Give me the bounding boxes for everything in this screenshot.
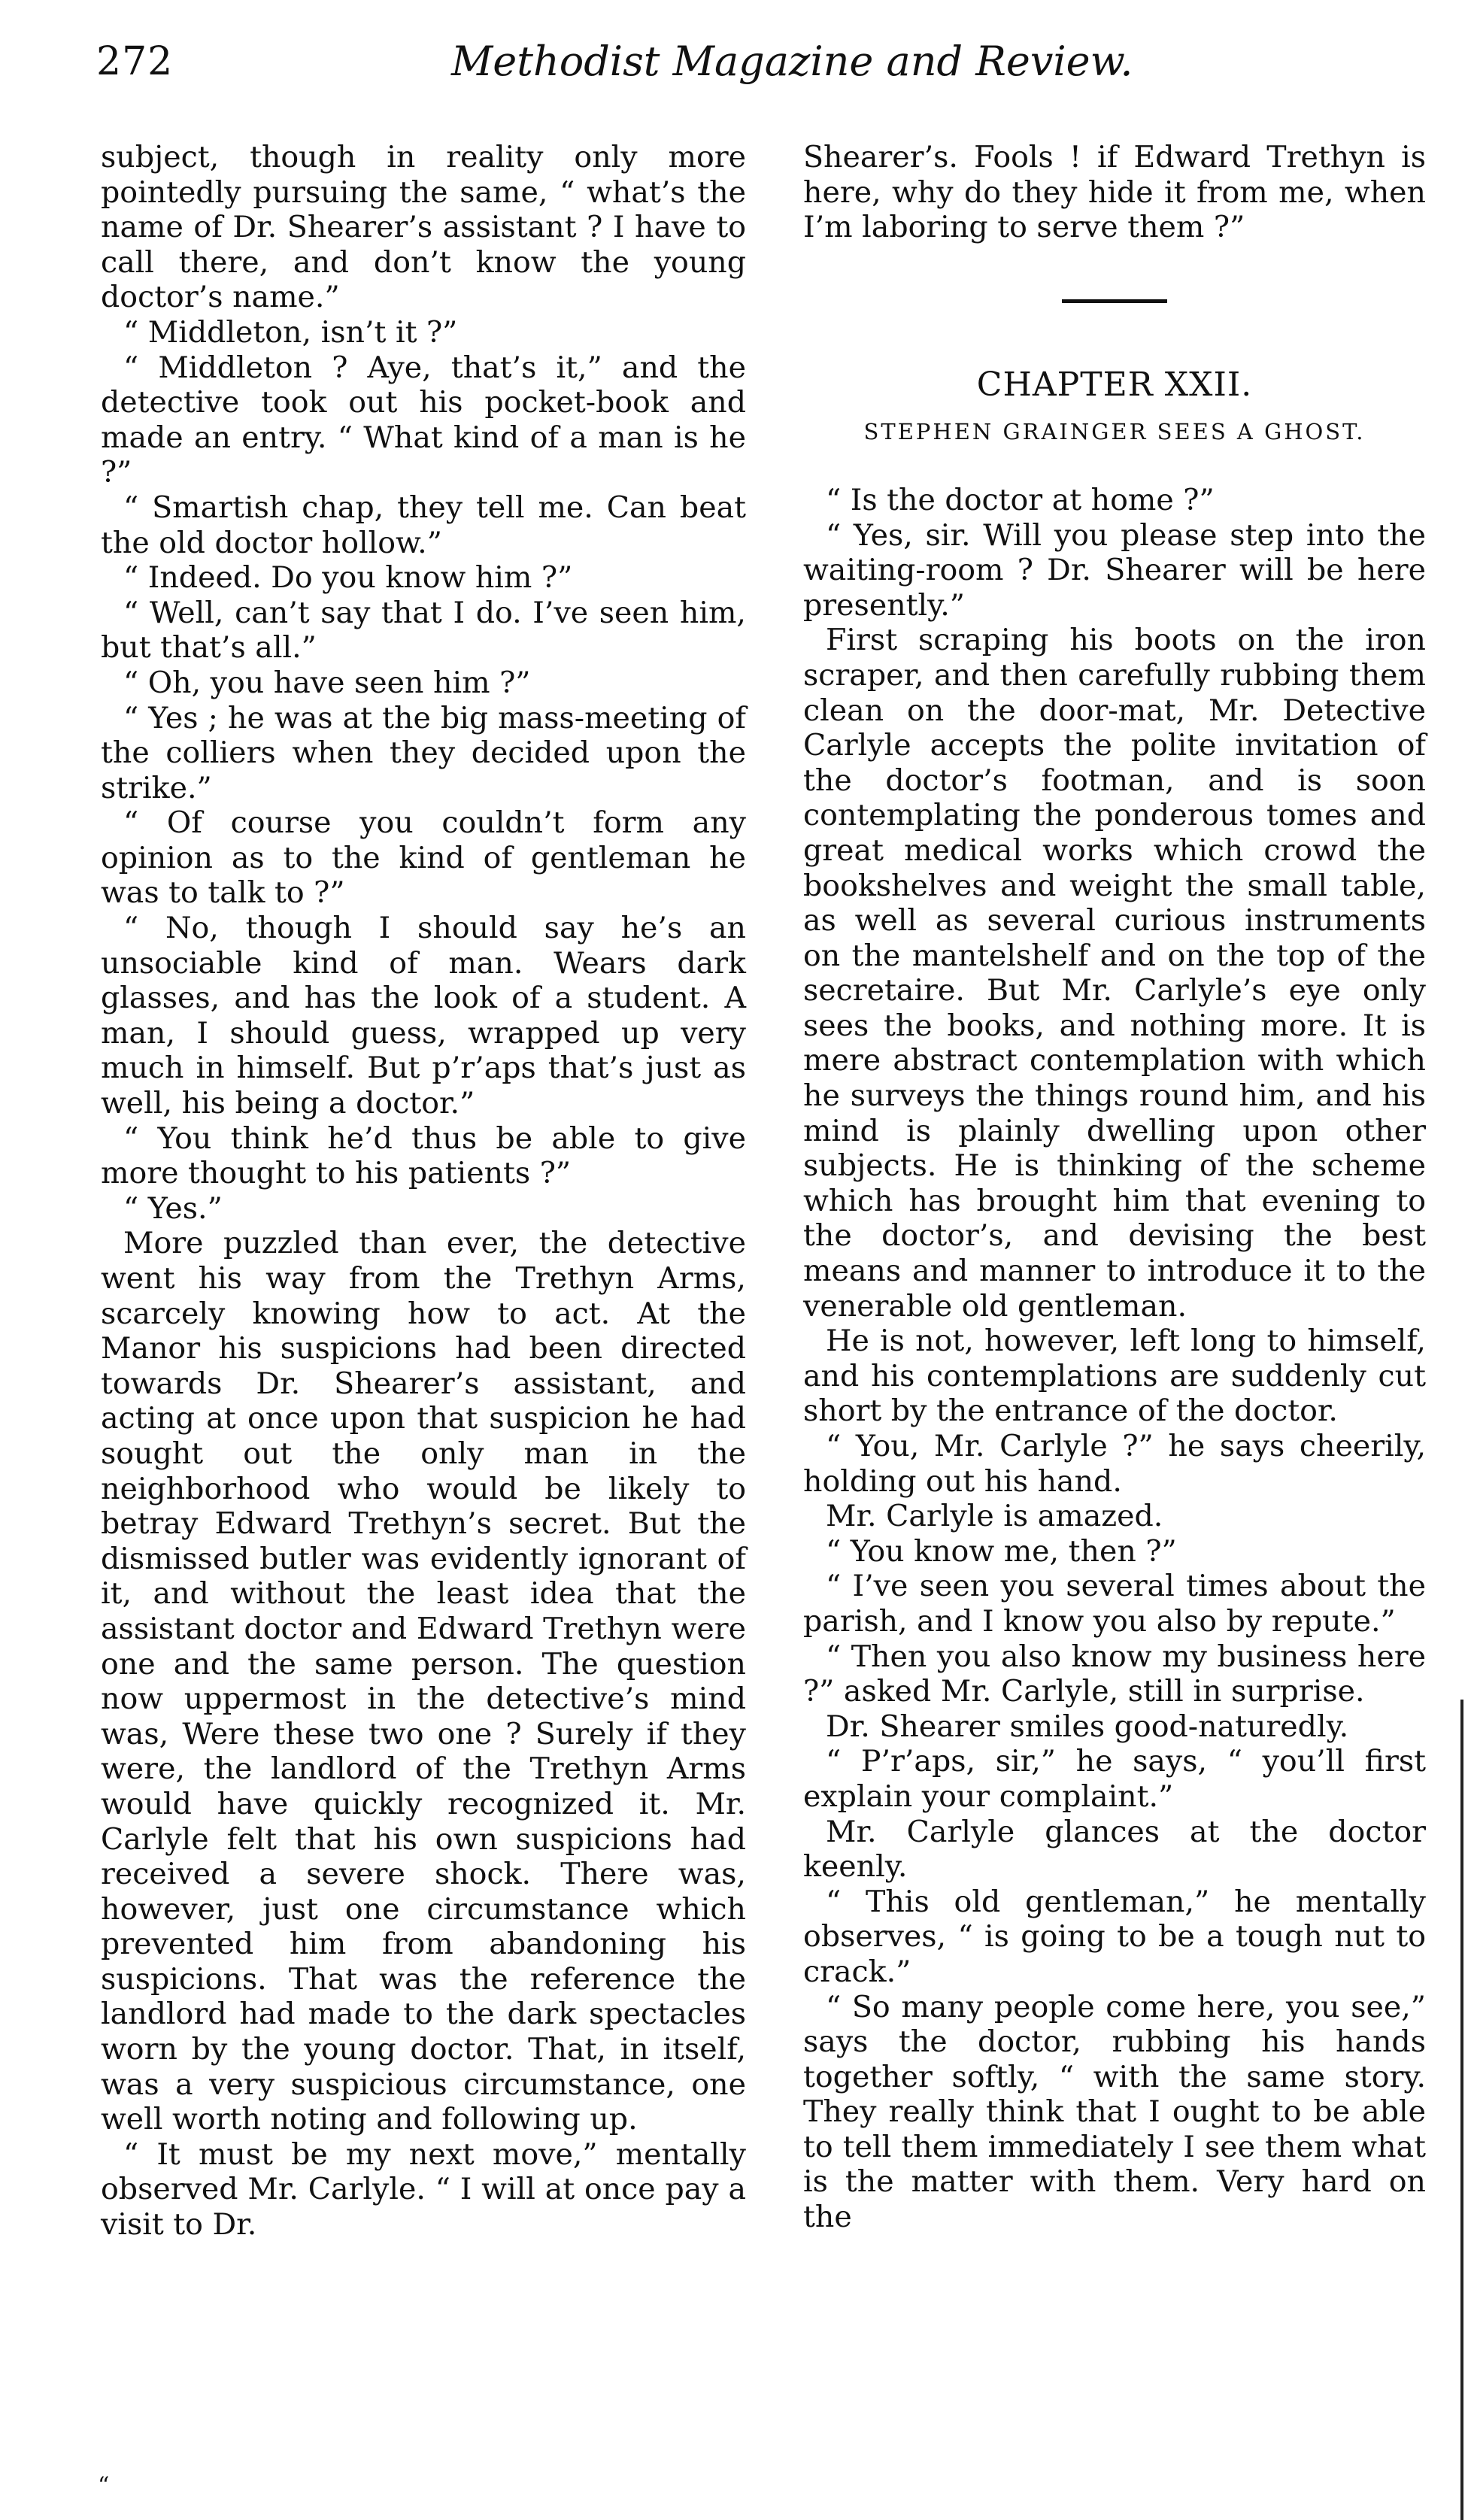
paragraph: “ Yes ; he was at the big mass-meeting of the colliers when they decided upon the strike.” bbox=[101, 700, 746, 805]
paragraph: “ Middleton, isn’t it ?” bbox=[123, 314, 458, 350]
chapter-divider bbox=[1062, 299, 1167, 303]
paragraph: “ Well, can’t say that I do. I’ve seen him, but that’s all.” bbox=[101, 595, 746, 666]
paragraph: “ Of course you couldn’t form any opinion as to the kind of gentleman he was to talk to ?” bbox=[101, 805, 746, 911]
paragraph: Mr. Carlyle is amazed. bbox=[826, 1499, 1163, 1534]
paragraph: “ This old gentleman,” he mentally observes, “ is going to be a tough nut to crack.” bbox=[803, 1884, 1426, 1989]
paragraph: “ Oh, you have seen him ?” bbox=[123, 665, 531, 700]
paragraph: “ No, though I should say he’s an unsociable kind of man. Wears dark glasses, and has the look of a student. A man, I should guess, wrapped up very much in himself. But p’r’aps that’s just as well, his being a doctor.” bbox=[101, 911, 746, 1121]
chapter-subtitle: STEPHEN GRAINGER SEES A GHOST. bbox=[863, 419, 1366, 445]
paragraph: “ Smartish chap, they tell me. Can beat the old doctor hollow.” bbox=[101, 490, 746, 560]
paragraph: More puzzled than ever, the detective went his way from the Trethyn Arms, scarcely knowing how to act. At the Manor his suspicions had been directed towards Dr. Shearer’s assistant, and acting at once upon that suspicion he had sought out the only man in the neighborhood who would be likely to betray Edward Trethyn’s secret. But the dismissed butler was evidently ignorant of it, and without the least idea that the assistant doctor and Edward Trethyn were one and the same person. The question now uppermost in the detective’s mind was, Were these two one ? Surely if they were, the landlord of the Trethyn Arms would have quickly recognized it. Mr. Carlyle felt that his own suspicions had received a severe shock. There was, however, just one circumstance which prevented him from abandoning his suspicions. That was the reference the landlord had made to the dark spectacles worn by the young doctor. That, in itself, was a very suspicious circumstance, one well worth noting and following up. bbox=[101, 1226, 746, 2137]
paragraph: “ So many people come here, you see,” says the doctor, rubbing his hands together softly, “ with the same story. They really think that I ought to be able to tell them immediately I see them what is the matter with them. Very hard on the bbox=[803, 1989, 1426, 2235]
paragraph: Mr. Carlyle glances at the doctor keenly. bbox=[803, 1814, 1426, 1885]
paragraph: “ You know me, then ?” bbox=[826, 1533, 1177, 1569]
chapter-heading: CHAPTER XXII. bbox=[976, 365, 1253, 404]
right-column-body bbox=[803, 483, 1426, 2235]
paragraph: “ You, Mr. Carlyle ?” he says cheerily, holding out his hand. bbox=[803, 1429, 1426, 1499]
page-edge-rule bbox=[1460, 1700, 1463, 2520]
paragraph: “ Indeed. Do you know him ?” bbox=[123, 560, 573, 596]
right-column-top bbox=[803, 140, 1426, 245]
paragraph: Shearer’s. Fools ! if Edward Trethyn is here, why do they hide it from me, when I’m laboring to serve them ?” bbox=[803, 140, 1426, 245]
stray-mark: “ bbox=[98, 2473, 110, 2499]
page-number: 272 bbox=[96, 39, 174, 84]
paragraph: “ It must be my next move,” mentally observed Mr. Carlyle. “ I will at once pay a visit to Dr. bbox=[101, 2136, 746, 2243]
paragraph: “ Then you also know my business here ?” asked Mr. Carlyle, still in surprise. bbox=[803, 1639, 1426, 1709]
paragraph: “ Yes.” bbox=[123, 1190, 223, 1226]
paragraph: subject, though in reality only more pointedly pursuing the same, “ what’s the name of Dr. Shearer’s assistant ? I have to call there, and don’t know the young doctor’s name.” bbox=[101, 140, 746, 315]
paragraph: He is not, however, left long to himself, and his contemplations are suddenly cut short by the entrance of the doctor. bbox=[803, 1324, 1426, 1429]
paragraph: “ Middleton ? Aye, that’s it,” and the detective took out his pocket-book and made an entry. “ What kind of a man is he ?” bbox=[101, 350, 746, 490]
running-title: Methodist Magazine and Review. bbox=[451, 38, 1133, 85]
paragraph: First scraping his boots on the iron scraper, and then carefully rubbing them clean on the door-mat, Mr. Detective Carlyle accepts the polite invitation of the doctor’s footman, and is soon contemplating the ponderous tomes and great medical works which crowd the bookshelves and weight the small table, as well as several curious instruments on the mantelshelf and on the top of the secretaire. But Mr. Carlyle’s eye only sees the books, and nothing more. It is mere abstract contemplation with which he surveys the things round him, and his mind is plainly dwelling upon other subjects. He is thinking of the scheme which has brought him that evening to the doctor’s, and devising the best means and manner to introduce it to the venerable old gentleman. bbox=[803, 623, 1426, 1324]
paragraph: “ P’r’aps, sir,” he says, “ you’ll first explain your complaint.” bbox=[803, 1744, 1426, 1814]
right-column bbox=[803, 140, 1426, 2235]
paragraph: “ Is the doctor at home ?” bbox=[826, 482, 1215, 517]
paragraph: “ I’ve seen you several times about the parish, and I know you also by repute.” bbox=[803, 1569, 1426, 1639]
left-column bbox=[101, 140, 746, 2243]
paragraph: Dr. Shearer smiles good-naturedly. bbox=[826, 1709, 1349, 1744]
paragraph: “ You think he’d thus be able to give more thought to his patients ?” bbox=[101, 1121, 746, 1191]
paragraph: “ Yes, sir. Will you please step into the waiting-room ? Dr. Shearer will be here presently.” bbox=[803, 517, 1426, 623]
